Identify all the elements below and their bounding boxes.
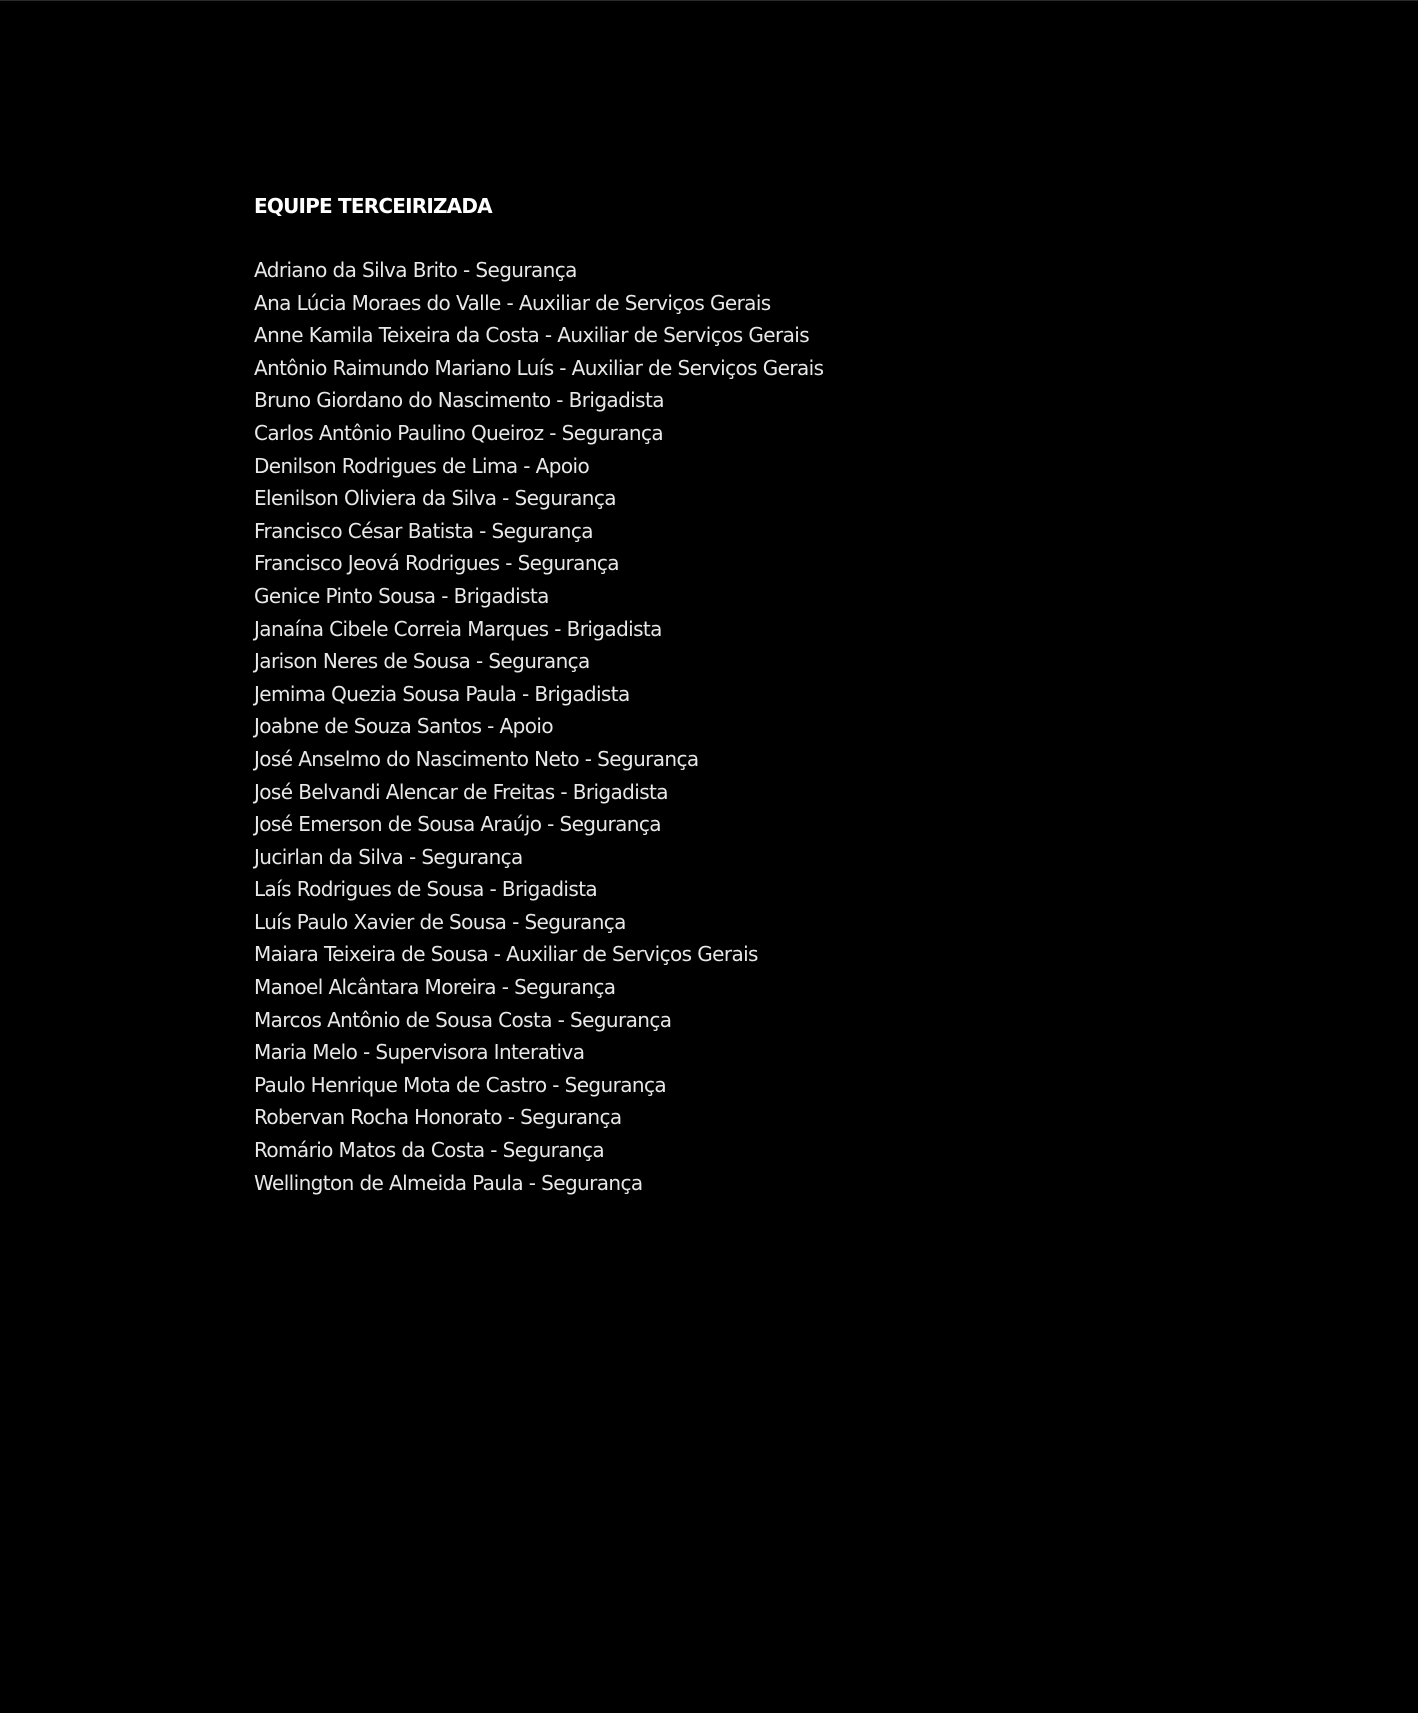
staff-entry: Antônio Raimundo Mariano Luís - Auxiliar de Serviços Gerais [254,355,824,380]
top-border-line [0,0,1418,1]
staff-entry: Laís Rodrigues de Sousa - Brigadista [254,877,598,902]
staff-entry: Romário Matos da Costa - Segurança [254,1138,605,1163]
staff-entry: Robervan Rocha Honorato - Segurança [254,1105,622,1130]
staff-entry: Ana Lúcia Moraes do Valle - Auxiliar de Serviços Gerais [254,290,771,315]
staff-entry: Joabne de Souza Santos - Apoio [254,714,553,739]
staff-entry: Janaína Cibele Correia Marques - Brigadista [254,616,662,641]
staff-entry: Wellington de Almeida Paula - Segurança [254,1170,643,1195]
staff-entry: Marcos Antônio de Sousa Costa - Segurança [254,1007,672,1032]
staff-entry: Jucirlan da Silva - Segurança [254,844,523,869]
credits-section [254,190,1254,1199]
staff-entry: Luís Paulo Xavier de Sousa - Segurança [254,909,626,934]
staff-entry: Jarison Neres de Sousa - Segurança [254,649,590,674]
staff-entry: Anne Kamila Teixeira da Costa - Auxiliar de Serviços Gerais [254,323,810,348]
section-title: EQUIPE TERCEIRIZADA [254,194,492,218]
staff-entry: Francisco César Batista - Segurança [254,518,593,543]
staff-entry: Paulo Henrique Mota de Castro - Segurança [254,1072,666,1097]
staff-entry: José Belvandi Alencar de Freitas - Brigadista [254,779,668,804]
staff-entry: José Anselmo do Nascimento Neto - Segurança [254,746,699,771]
staff-entry: Manoel Alcântara Moreira - Segurança [254,975,616,1000]
staff-entry: Jemima Quezia Sousa Paula - Brigadista [254,681,630,706]
staff-entry: Adriano da Silva Brito - Segurança [254,258,577,282]
staff-entry: Elenilson Oliviera da Silva - Segurança [254,486,616,511]
staff-entry: Bruno Giordano do Nascimento - Brigadista [254,388,664,413]
staff-entry: Denilson Rodrigues de Lima - Apoio [254,453,590,478]
staff-entry: José Emerson de Sousa Araújo - Segurança [254,812,661,837]
staff-entry: Maiara Teixeira de Sousa - Auxiliar de Serviços Gerais [254,942,758,967]
staff-list [254,254,1254,1199]
staff-entry: Genice Pinto Sousa - Brigadista [254,583,549,608]
staff-entry: Maria Melo - Supervisora Interativa [254,1040,585,1065]
staff-entry: Francisco Jeová Rodrigues - Segurança [254,551,619,576]
staff-entry: Carlos Antônio Paulino Queiroz - Segurança [254,420,664,445]
